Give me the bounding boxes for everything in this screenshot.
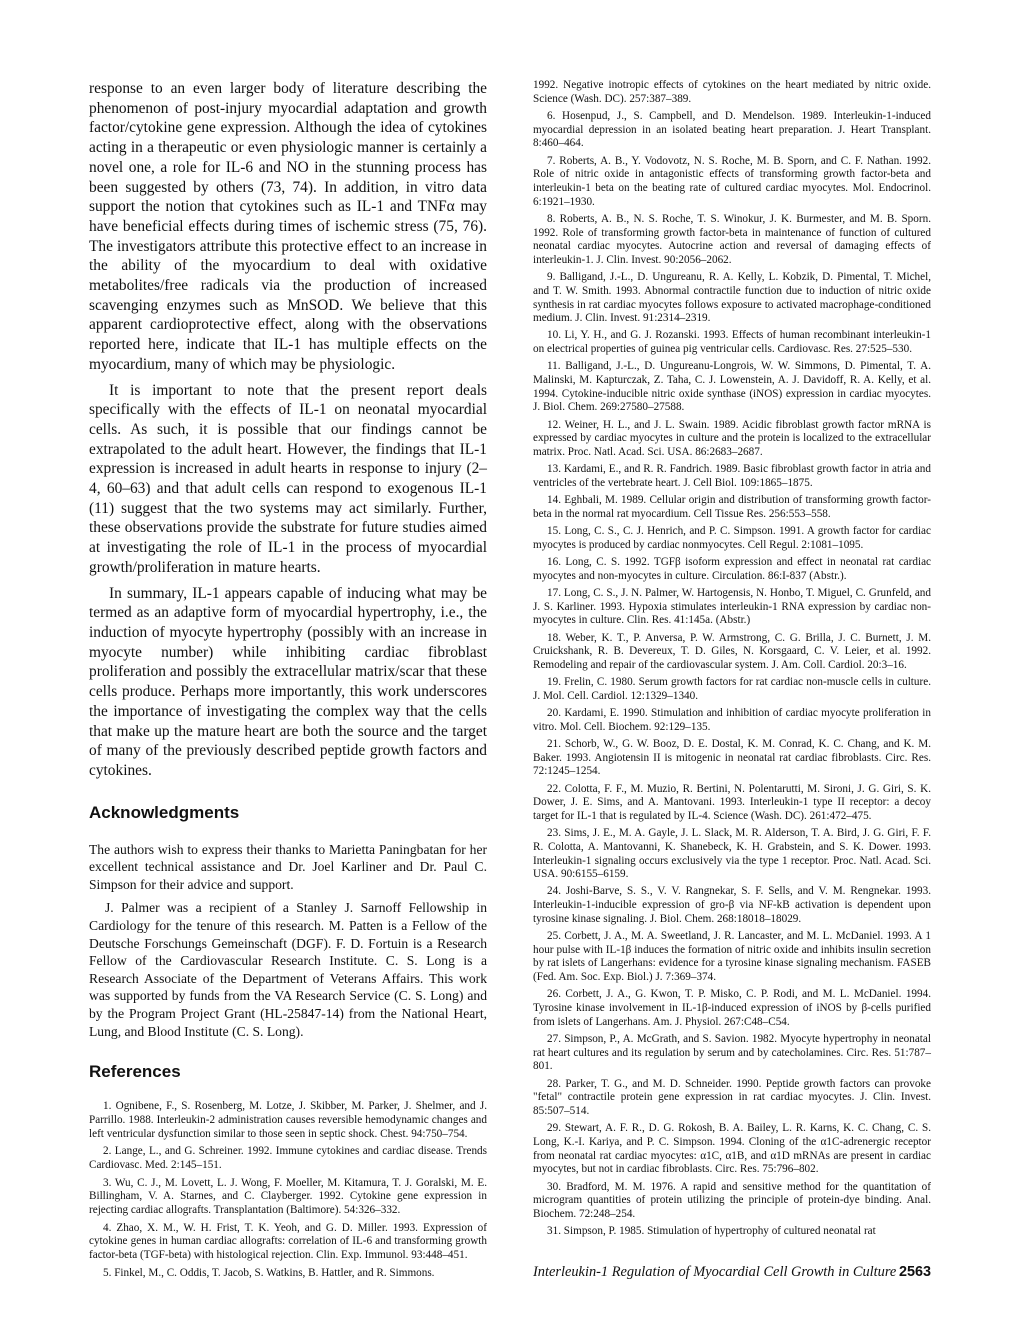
running-title: Interleukin-1 Regulation of Myocardial Cell Growth in Culture bbox=[533, 1264, 897, 1280]
reference-item: 28. Parker, T. G., and M. D. Schneider. 1990. Peptide growth factors can provoke "fetal" contractile protein gene expression in rat cardiac myocytes. J. Clin. Invest. 85:507–514. bbox=[533, 1077, 931, 1118]
reference-item: 1. Ognibene, F., S. Rosenberg, M. Lotze, J. Skibber, M. Parker, J. Shelmer, and J. Parrillo. 1988. Interleukin-2 administration causes reversible hemodynamic changes and left ventricular dysfunction similar to those seen in septic shock. Chest. 94:750–754. bbox=[89, 1100, 487, 1140]
reference-item: 18. Weber, K. T., P. Anversa, P. W. Armstrong, C. G. Brilla, J. C. Burnett, J. M. Cruickshank, R. B. Devereux, T. D. Giles, N. Korsgaard, C. V. Leier, et al. 1992. Remodeling and repair of the cardiovascular system. J. Am. Coll. Cardiol. 20:3–16. bbox=[533, 631, 931, 671]
acknowledgment-paragraph: J. Palmer was a recipient of a Stanley J. Sarnoff Fellowship in Cardiology for the tenure of this research. M. Patten is a Fellow of the Deutsche Forschungs Gemeinschaft (DGF). F. D. Fortuin is a Research Fellow of the Cardiovascular Research Institute. C. S. Long is a Research Associate of the Department of Veterans Affairs. This work was supported by funds from the VA Research Service (C. S. Long) and by the Program Project Grant (HL-25847-14) from the National Heart, Lung, and Blood Institute (C. S. Long). bbox=[89, 900, 487, 1039]
reference-item: 30. Bradford, M. M. 1976. A rapid and sensitive method for the quantitation of microgram quantities of protein utilizing the principle of protein-dye binding. Anal. Biochem. 72:248–254. bbox=[533, 1180, 931, 1220]
reference-item: 12. Weiner, H. L., and J. L. Swain. 1989. Acidic fibroblast growth factor mRNA is expressed by cardiac myocytes in culture and the protein is localized to the extracellular matrix. Proc. Natl. Acad. Sci. USA. 86:2683–2687. bbox=[533, 418, 931, 459]
page-footer bbox=[533, 1264, 931, 1281]
reference-item: 10. Li, Y. H., and G. J. Rozanski. 1993. Effects of human recombinant interleukin-1 on electrical properties of guinea pig ventricular cells. Cardiovasc. Res. 27:525–530. bbox=[533, 329, 931, 356]
left-column bbox=[89, 79, 487, 1285]
body-paragraph: In summary, IL-1 appears capable of inducing what may be termed as an adaptive form of myocardial hypertrophy, i.e., the induction of myocyte hypertrophy (possibly with an increase in myocyte number) while inhibiting cardiac fibroblast proliferation and possibly the extracellular matrix/scar that these cells produce. Perhaps more importantly, this work underscores the importance of investigating the complex way that the cells that make up the mature heart are both the source and the target of many of the previously described peptide growth factors and cytokines. bbox=[89, 584, 487, 779]
reference-item: 19. Frelin, C. 1980. Serum growth factors for rat cardiac non-muscle cells in culture. J. Mol. Cell. Cardiol. 12:1329–1340. bbox=[533, 676, 931, 702]
reference-item: 1992. Negative inotropic effects of cytokines on the heart mediated by nitric oxide. Science (Wash. DC). 257:387–389. bbox=[533, 79, 931, 105]
page-number: 2563 bbox=[898, 1264, 931, 1280]
reference-item: 29. Stewart, A. F. R., D. G. Rokosh, B. A. Bailey, L. R. Karns, K. C. Chang, C. S. Long, K.-I. Kariya, and P. C. Simpson. 1994. Cloning of the α1C-adrenergic receptor from neonatal rat cardiac myocytes: α1C, α1B, and α1D mRNAs are present in cardiac myocytes, but not in cardiac fibroblasts. Circ. Res. 75:796–802. bbox=[533, 1122, 931, 1176]
reference-item: 4. Zhao, X. M., W. H. Frist, T. K. Yeoh, and G. D. Miller. 1993. Expression of cytokine genes in human cardiac allografts: correlation of IL-6 and transforming growth factor-beta (TGF-beta) with histological rejection. Clin. Exp. Immunol. 93:448–451. bbox=[89, 1221, 487, 1262]
reference-item: 5. Finkel, M., C. Oddis, T. Jacob, S. Watkins, B. Hattler, and R. Simmons. bbox=[103, 1266, 435, 1279]
reference-item: 24. Joshi-Barve, S. S., V. V. Rangnekar, S. F. Sells, and V. M. Rengnekar. 1993. Interleukin-1-inducible expression of gro-β via NF-kB activation is dependent upon tyrosine kinase signaling. J. Biol. Chem. 268:18018–18029. bbox=[533, 885, 931, 925]
reference-item: 8. Roberts, A. B., N. S. Roche, T. S. Winokur, J. K. Burmester, and M. B. Sporn. 1992. Role of transforming growth factor-beta in maintenance of function of cultured neonatal cardiac myocytes. Autocrine action and reversal of damaging effects of interleukin-1. J. Clin. Invest. 90:2056–2062. bbox=[533, 212, 931, 266]
reference-item: 26. Corbett, J. A., G. Kwon, T. P. Misko, C. P. Rodi, and M. L. McDaniel. 1994. Tyrosine kinase involvement in IL-1β-induced expression of iNOS by β-cells purified from islets of Langerhans. Am. J. Physiol. 267:C48–C54. bbox=[533, 988, 931, 1028]
reference-item: 31. Simpson, P. 1985. Stimulation of hypertrophy of cultured neonatal rat bbox=[547, 1225, 876, 1238]
reference-item: 21. Schorb, W., G. W. Booz, D. E. Dostal, K. M. Conrad, K. C. Chang, and K. M. Baker. 1993. Angiotensin II is mitogenic in neonatal rat cardiac fibroblasts. Circ. Res. 72:1245–1254. bbox=[533, 737, 931, 778]
reference-list bbox=[89, 1100, 487, 1280]
reference-item: 13. Kardami, E., and R. R. Fandrich. 1989. Basic fibroblast growth factor in atria and ventricles of the vertebrate heart. J. Cell Biol. 109:1865–1875. bbox=[533, 463, 931, 489]
reference-item: 3. Wu, C. J., M. Lovett, L. J. Wong, F. Moeller, M. Kitamura, T. J. Goralski, M. E. Billingham, V. A. Starnes, and C. Clayberger. 1992. Cytokine gene expression in rejecting cardiac allografts. Transplantation (Baltimore). 54:326–332. bbox=[89, 1176, 487, 1217]
body-paragraph: response to an even larger body of literature describing the phenomenon of post-injury myocardial adaptation and growth factor/cytokine gene expression. Although the idea of cytokines acting in a therapeutic or even physiologic manner is certainly a novel one, a role for IL-6 and NO in the stunning process has been suggested by others (73, 74). In addition, in vitro data support the notion that cytokines such as IL-1 and TNFα may have beneficial effects during times of ischemic stress (75, 76). The investigators attribute this protective effect to an increase in the ability of the myocardium to deal with oxidative metabolites/free radicals via the production of increased scavenging enzymes such as MnSOD. We believe that this apparent cardioprotective effect, along with the observations reported here, indicate that IL-1 has multiple effects on the myocardium, many of which may be physiologic. bbox=[89, 80, 487, 373]
reference-item: 20. Kardami, E. 1990. Stimulation and inhibition of cardiac myocyte proliferation in vitro. Mol. Cell. Biochem. 92:129–135. bbox=[533, 707, 931, 733]
reference-item: 7. Roberts, A. B., Y. Vodovotz, N. S. Roche, M. B. Sporn, and C. F. Nathan. 1992. Role of nitric oxide in antagonistic effects of transforming growth factor-beta and interleukin-1 beta on the beating rate of cultured cardiac myocytes. Mol. Endocrinol. 6:1921–1930. bbox=[533, 154, 931, 208]
reference-item: 23. Sims, J. E., M. A. Gayle, J. L. Slack, M. R. Alderson, T. A. Bird, J. G. Giri, F. F. R. Colotta, A. Mantovanni, K. Shanebeck, K. H. Grabstein, and S. K. Dower. 1993. Interleukin-1 signaling occurs exclusively via the type 1 receptor. Proc. Natl. Acad. Sci. USA. 90:6155–6159. bbox=[533, 827, 931, 881]
reference-item: 14. Eghbali, M. 1989. Cellular origin and distribution of transforming growth factor-beta in the normal rat myocardium. Cell Tissue Res. 256:553–558. bbox=[533, 494, 931, 520]
reference-item: 25. Corbett, J. A., M. A. Sweetland, J. R. Lancaster, and M. L. McDaniel. 1993. A 1 hour pulse with IL-1β induces the formation of nitric oxide and inhibits insulin secretion by rat islets of Langerhans: evidence for a tyrosine kinase signaling mechanism. FASEB (Fed. Am. Soc. Exp. Biol.) J. 7:369–374. bbox=[533, 930, 931, 984]
reference-item: 22. Colotta, F. F., M. Muzio, R. Bertini, N. Polentarutti, M. Sironi, J. G. Giri, S. K. Dower, J. E. Sims, and A. Mantovani. 1993. Interleukin-1 type II receptor: a decoy target for IL-1 that is regulated by IL-4. Science (Wash. DC). 261:472–475. bbox=[533, 782, 931, 822]
reference-item: 9. Balligand, J.-L., D. Ungureanu, R. A. Kelly, L. Kobzik, D. Pimental, T. Michel, and T. W. Smith. 1993. Abnormal contractile function due to induction of nitric oxide synthesis in rat cardiac myocytes follows exposure to activated macrophage-conditioned medium. J. Clin. Invest. 91:2314–2319. bbox=[533, 271, 931, 325]
acknowledgments-heading: Acknowledgments bbox=[89, 802, 240, 822]
acknowledgment-paragraph: The authors wish to express their thanks to Marietta Paningbatan for her excellent technical assistance and Dr. Joel Karliner and Dr. Paul C. Simpson for their advice and support. bbox=[89, 841, 487, 892]
reference-item: 17. Long, C. S., J. N. Palmer, W. Hartogensis, N. Honbo, T. Miguel, C. Grunfeld, and J. S. Karliner. 1993. Hypoxia stimulates interleukin-1 RNA expression by cardiac non-myocytes in culture. Clin. Res. 41:145a. (Abstr.) bbox=[533, 586, 931, 627]
reference-item: 27. Simpson, P., A. McGrath, and S. Savion. 1982. Myocyte hypertrophy in neonatal rat heart cultures and its regulation by serum and by catecholamines. Circ. Res. 51:787–801. bbox=[533, 1033, 931, 1073]
references-heading: References bbox=[89, 1062, 181, 1082]
reference-item: 6. Hosenpud, J., S. Campbell, and D. Mendelson. 1989. Interleukin-1-induced myocardial depression in an isolated beating heart preparation. J. Heart Transplant. 8:460–464. bbox=[533, 109, 931, 150]
body-paragraph: It is important to note that the present report deals specifically with the effects of IL-1 on neonatal myocardial cells. As such, it is possible that our findings cannot be extrapolated to the adult heart. However, the findings that IL-1 expression is increased in adult hearts in response to injury (2–4, 60–63) and that adult cells can respond to exogenous IL-1 (11) suggest that the two systems may act similarly. Further, these observations provide the substrate for future studies aimed at investigating the role of IL-1 in the process of myocardial growth/proliferation in mature hearts. bbox=[89, 381, 487, 576]
reference-item: 11. Balligand, J.-L., D. Ungureanu-Longrois, W. W. Simmons, D. Pimental, T. A. Malinski, M. Kapturczak, Z. Taha, C. J. Lowenstein, A. J. Davidoff, R. A. Kelly, et al. 1994. Cytokine-inducible nitric oxide synthase (iNOS) expression in cardiac myocytes. J. Biol. Chem. 269:27580–27588. bbox=[533, 360, 931, 414]
right-column bbox=[533, 79, 931, 1242]
reference-item: 16. Long, C. S. 1992. TGFβ isoform expression and effect in neonatal rat cardiac myocytes and non-myocytes in culture. Circulation. 86:I-837 (Abstr.). bbox=[533, 556, 931, 582]
reference-item: 2. Lange, L., and G. Schreiner. 1992. Immune cytokines and cardiac disease. Trends Cardiovasc. Med. 2:145–151. bbox=[89, 1145, 487, 1171]
reference-item: 15. Long, C. S., C. J. Henrich, and P. C. Simpson. 1991. A growth factor for cardiac myocytes is produced by cardiac nonmyocytes. Cell Regul. 2:1081–1095. bbox=[533, 525, 931, 551]
